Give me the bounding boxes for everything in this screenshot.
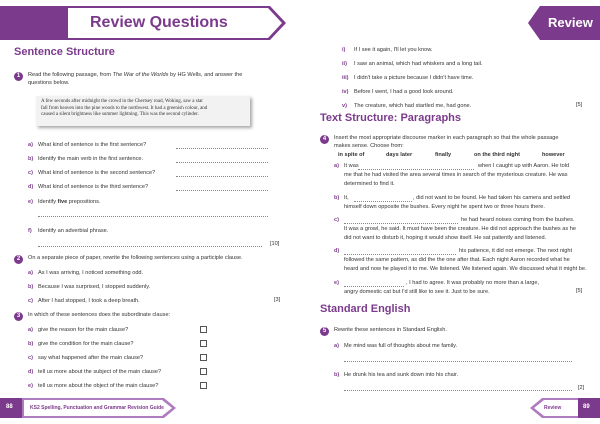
q5-intro: Rewrite these sentences in Standard English. xyxy=(334,327,447,333)
q4a-post: when I caught up with Aaron. He told xyxy=(478,163,570,169)
q5a-answer-line[interactable] xyxy=(344,361,572,362)
q1f-text: Identify an adverbial phrase. xyxy=(38,228,109,234)
q4a-label: a) xyxy=(334,163,339,169)
footer-left xyxy=(0,398,176,418)
choice-finally: finally xyxy=(435,152,452,158)
q3-intro: In which of these sentences does the subordinate clause: xyxy=(28,312,171,318)
roman-v-label: v) xyxy=(342,103,347,109)
question-number-5: 5 xyxy=(320,327,329,336)
q1b-answer-line[interactable] xyxy=(176,162,268,163)
q1b-text: Identify the main verb in the first sentence. xyxy=(38,156,144,162)
question-number-3: 3 xyxy=(14,312,23,321)
q1e-text: Identify five prepositions. xyxy=(38,199,101,205)
q2b-text: Because I was surprised, I stopped suddenly. xyxy=(38,284,151,290)
title-banner xyxy=(0,6,286,40)
q4e-line-1: angry domestic cat but I'd still like to see it. Just to be sure. xyxy=(344,289,490,295)
q3d-checkbox[interactable] xyxy=(200,368,207,375)
page-title: Review Questions xyxy=(90,14,228,31)
q3e-label: e) xyxy=(28,383,33,389)
section-heading-sentence-structure: Sentence Structure xyxy=(14,46,115,58)
q4d-line-1: followed the same pattern, as did the the one after that. Each night Aaron recorded what he xyxy=(344,257,570,263)
q4-marks: [5] xyxy=(576,288,583,294)
q1d-answer-line[interactable] xyxy=(176,190,268,191)
q2c-label: c) xyxy=(28,298,33,304)
q3e-text: tell us more about the object of the main clause? xyxy=(38,383,159,389)
review-tab-label: Review xyxy=(548,15,593,30)
passage-line: A few seconds after midnight the crowd in the Chertsey road, Woking, saw a star xyxy=(41,99,203,104)
passage-line: fall from heaven into the pine woods to the northwest. It had a greenish colour, and xyxy=(41,105,208,111)
q4a-answer-line[interactable] xyxy=(358,169,474,170)
q1-intro: Read the following passage, from The War of the Worlds by HG Wells, and answer the questions below. xyxy=(28,72,243,87)
choice-days-later: days later xyxy=(386,152,413,158)
q1e-label: e) xyxy=(28,199,33,205)
q1f-answer-line[interactable] xyxy=(38,246,262,247)
roman-iv-label: iv) xyxy=(342,89,349,95)
question-number-4: 4 xyxy=(320,135,329,144)
review-tab xyxy=(528,6,600,40)
q1c-label: c) xyxy=(28,170,33,176)
choice-on-the-third-night: on the third night xyxy=(474,152,520,158)
q1c-text: What kind of sentence is the second sentence? xyxy=(38,170,156,176)
roman-marks: [5] xyxy=(576,102,583,108)
q4e-label: e) xyxy=(334,280,339,286)
section-heading-standard-english: Standard English xyxy=(320,303,411,315)
q3d-text: tell us more about the subject of the main clause? xyxy=(38,369,162,375)
q3b-text: give the condition for the main clause? xyxy=(38,341,134,347)
q4c-line-2: did not want to disturb it, hoping it would show itself. He sat patiently and listened. xyxy=(344,235,547,241)
q3a-label: a) xyxy=(28,327,33,333)
q2-marks: [3] xyxy=(274,297,281,303)
q1f-label: f) xyxy=(28,228,32,234)
choice-in-spite-of: in spite of xyxy=(338,152,365,158)
q4d-line-2: heard and now he played it to me. We listened. We listened again. We discussed what it might be. xyxy=(344,266,587,272)
q4b-pre: It, xyxy=(344,195,349,201)
q5-marks: [2] xyxy=(578,385,585,391)
footer-right xyxy=(530,398,600,418)
roman-ii-label: ii) xyxy=(342,61,347,67)
q2a-text: As I was arriving, I noticed something odd. xyxy=(38,270,144,276)
q1a-label: a) xyxy=(28,142,33,148)
roman-ii-text: I saw an animal, which had whiskers and a long tail. xyxy=(354,61,483,67)
roman-iv-text: Before I went, I had a good look around. xyxy=(354,89,454,95)
section-heading-text-structure: Text Structure: Paragraphs xyxy=(320,112,462,124)
q4b-line-1: himself down opposite the bushes. Every night he spent two or three hours there. xyxy=(344,204,545,210)
q4d-label: d) xyxy=(334,248,340,254)
q4a-pre: It was xyxy=(344,163,359,169)
q5a-label: a) xyxy=(334,343,339,349)
q2-intro: On a separate piece of paper, rewrite the following sentences using a participle clause. xyxy=(28,255,243,261)
q4b-answer-line[interactable] xyxy=(354,201,412,202)
passage-box xyxy=(36,96,250,126)
q1c-answer-line[interactable] xyxy=(176,176,268,177)
q4e-answer-line[interactable] xyxy=(344,286,404,287)
question-number-1: 1 xyxy=(14,72,23,81)
q4d-post: his patience, it did not emerge. The next night xyxy=(459,248,573,254)
q3e-checkbox[interactable] xyxy=(200,382,207,389)
q3a-text: give the reason for the main clause? xyxy=(38,327,129,333)
q4c-post: he had heard noises coming from the bushes. xyxy=(461,217,575,223)
roman-iii-text: I didn't take a picture because I didn't have time. xyxy=(354,75,474,81)
q4b-post: , did not want to be found. He had taken his camera and settled xyxy=(413,195,571,201)
footer-section: Review xyxy=(544,405,562,411)
q5a-text: Me mind was full of thoughts about me family. xyxy=(344,343,458,349)
q3a-checkbox[interactable] xyxy=(200,326,207,333)
roman-iii-label: iii) xyxy=(342,75,349,81)
q4c-answer-line[interactable] xyxy=(344,223,458,224)
q3c-label: c) xyxy=(28,355,33,361)
q1a-text: What kind of sentence is the first sentence? xyxy=(38,142,147,148)
q3c-text: say what happened after the main clause? xyxy=(38,355,144,361)
q3b-checkbox[interactable] xyxy=(200,340,207,347)
roman-i-text: If I see it again, I'll let you know. xyxy=(354,47,433,53)
q2b-label: b) xyxy=(28,284,34,290)
q3c-checkbox[interactable] xyxy=(200,354,207,361)
q1a-answer-line[interactable] xyxy=(176,148,268,149)
q4b-label: b) xyxy=(334,195,340,201)
page-number-right: 89 xyxy=(583,404,590,410)
q2a-label: a) xyxy=(28,270,33,276)
q1d-label: d) xyxy=(28,184,34,190)
q5b-answer-line[interactable] xyxy=(344,390,572,391)
question-number-2: 2 xyxy=(14,255,23,264)
q3b-label: b) xyxy=(28,341,34,347)
q2c-text: After I had stopped, I took a deep breath. xyxy=(38,298,140,304)
q4c-label: c) xyxy=(334,217,339,223)
q1e-answer-line[interactable] xyxy=(38,216,268,217)
q4c-line-1: It was a growl, he said. It must have been the creature. He did not approach the bushes as he xyxy=(344,226,576,232)
roman-i-label: i) xyxy=(342,47,346,53)
q4-intro: Insert the most appropriate discourse marker in each paragraph so that the whole passage makes sense. Choose from: xyxy=(334,135,559,150)
q5b-text: He drunk his tea and sunk down into his chair. xyxy=(344,372,459,378)
page-number-left: 88 xyxy=(6,404,13,410)
roman-v-text: The creature, which had startled me, had gone. xyxy=(354,103,472,109)
q4a-line-1: me that he had visited the area several times in search of the mysterious creature. He was xyxy=(344,172,568,178)
choice-however: however xyxy=(542,152,565,158)
q5b-label: b) xyxy=(334,372,340,378)
q4d-answer-line[interactable] xyxy=(344,254,456,255)
footer-book-title: KS2 Spelling, Punctuation and Grammar Revision Guide xyxy=(30,405,164,411)
q1-marks: [10] xyxy=(270,241,280,247)
q1d-text: What kind of sentence is the third sentence? xyxy=(38,184,149,190)
q3d-label: d) xyxy=(28,369,34,375)
q1b-label: b) xyxy=(28,156,34,162)
passage-line: caused a silent brightness like summer lightning. This was the second cylinder. xyxy=(41,112,199,118)
q4e-post: , I had to agree. It was probably no more than a large, xyxy=(406,280,540,286)
q4a-line-2: determined to find it. xyxy=(344,181,395,187)
